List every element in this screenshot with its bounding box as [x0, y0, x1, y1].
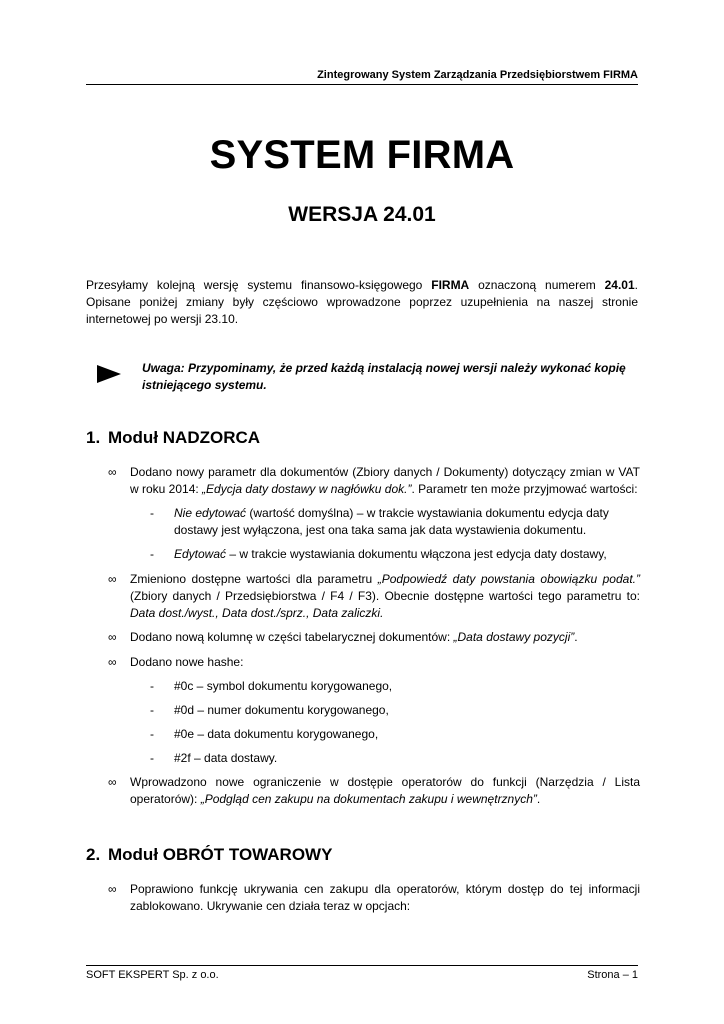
list-item: ∞ Dodano nową kolumnę w części tabelarycznej dokumentów: „Data dostawy pozycji”. — [108, 630, 578, 644]
dash-bullet: - — [150, 679, 154, 693]
document-version: WERSJA 24.01 — [288, 203, 436, 226]
sub-list-item: - Nie edytować (wartość domyślna) – w trakcie wystawiania dokumentu edycja daty dostawy jest wyłączona, jest ona taka sama jak data wystawienia dokumentu. — [150, 506, 609, 537]
footer-company: SOFT EKSPERT Sp. z o.o. — [86, 969, 219, 981]
sub-list-item: - #0d – numer dokumentu korygowanego, — [150, 703, 389, 717]
infinity-bullet-icon: ∞ — [108, 630, 117, 644]
list-item: ∞ Wprowadzono nowe ograniczenie w dostępie operatorów do funkcji (Narzędzia / Lista operatorów): „Podgląd cen zakupu na dokumentach zakupu i wewnętrznych”. — [108, 775, 640, 806]
warning-note-text: Uwaga: Przypominamy, że przed każdą instalacją nowej wersji należy wykonać kopię istniejącego systemu. — [142, 361, 626, 392]
document-title: SYSTEM FIRMA — [209, 133, 515, 177]
arrow-right-icon — [97, 365, 121, 383]
infinity-bullet-icon: ∞ — [108, 775, 117, 789]
infinity-bullet-icon: ∞ — [108, 655, 117, 669]
dash-bullet: - — [150, 703, 154, 717]
list-item: ∞ Zmieniono dostępne wartości dla parametru „Podpowiedź daty powstania obowiązku podat.” (Zbiory danych / Przedsiębiorstwa / F4 / F3). Obecnie dostępne wartości tego parametru to: Data dost./wyst., Data dost./sprz., Data zaliczki. — [108, 572, 640, 620]
dash-bullet: - — [150, 751, 154, 765]
sub-list-item: - #0c – symbol dokumentu korygowanego, — [150, 679, 393, 693]
list-item: ∞ Dodano nowe hashe: — [108, 655, 244, 669]
section-2-heading: 2. Moduł OBRÓT TOWAROWY — [86, 845, 333, 864]
intro-paragraph: Przesyłamy kolejną wersję systemu finansowo-księgowego FIRMA oznaczoną numerem 24.01. Opisane poniżej zmiany były częściowo wprowadzone poprzez uzupełnienia na naszej stronie internetowej po wersji 23.10. — [86, 278, 638, 326]
infinity-bullet-icon: ∞ — [108, 882, 117, 896]
intro-firma: FIRMA — [431, 278, 470, 292]
infinity-bullet-icon: ∞ — [108, 572, 117, 586]
list-item: ∞ Dodano nowy parametr dla dokumentów (Zbiory danych / Dokumenty) dotyczący zmian w VAT w roku 2014: „Edycja daty dostawy w nagłówku dok.”. Parametr ten może przyjmować wartości: — [108, 465, 640, 496]
infinity-bullet-icon: ∞ — [108, 465, 117, 479]
dash-bullet: - — [150, 727, 154, 741]
footer-page-number: Strona – 1 — [587, 969, 638, 981]
sub-list-item: - #2f – data dostawy. — [150, 751, 278, 765]
sub-list-item: - #0e – data dokumentu korygowanego, — [150, 727, 379, 741]
page-footer — [86, 965, 638, 981]
page-header: Zintegrowany System Zarządzania Przedsiębiorstwem FIRMA — [86, 69, 638, 85]
section-1-heading: 1. Moduł NADZORCA — [86, 428, 261, 447]
list-item: ∞ Poprawiono funkcję ukrywania cen zakupu dla operatorów, którym dostęp do tej informacji zablokowano. Ukrywanie cen działa teraz w opcjach: — [108, 882, 640, 913]
intro-version: 24.01 — [604, 278, 635, 292]
dash-bullet: - — [150, 547, 154, 561]
sub-list-item: - Edytować – w trakcie wystawiania dokumentu włączona jest edycja daty dostawy, — [150, 547, 607, 561]
dash-bullet: - — [150, 506, 154, 520]
